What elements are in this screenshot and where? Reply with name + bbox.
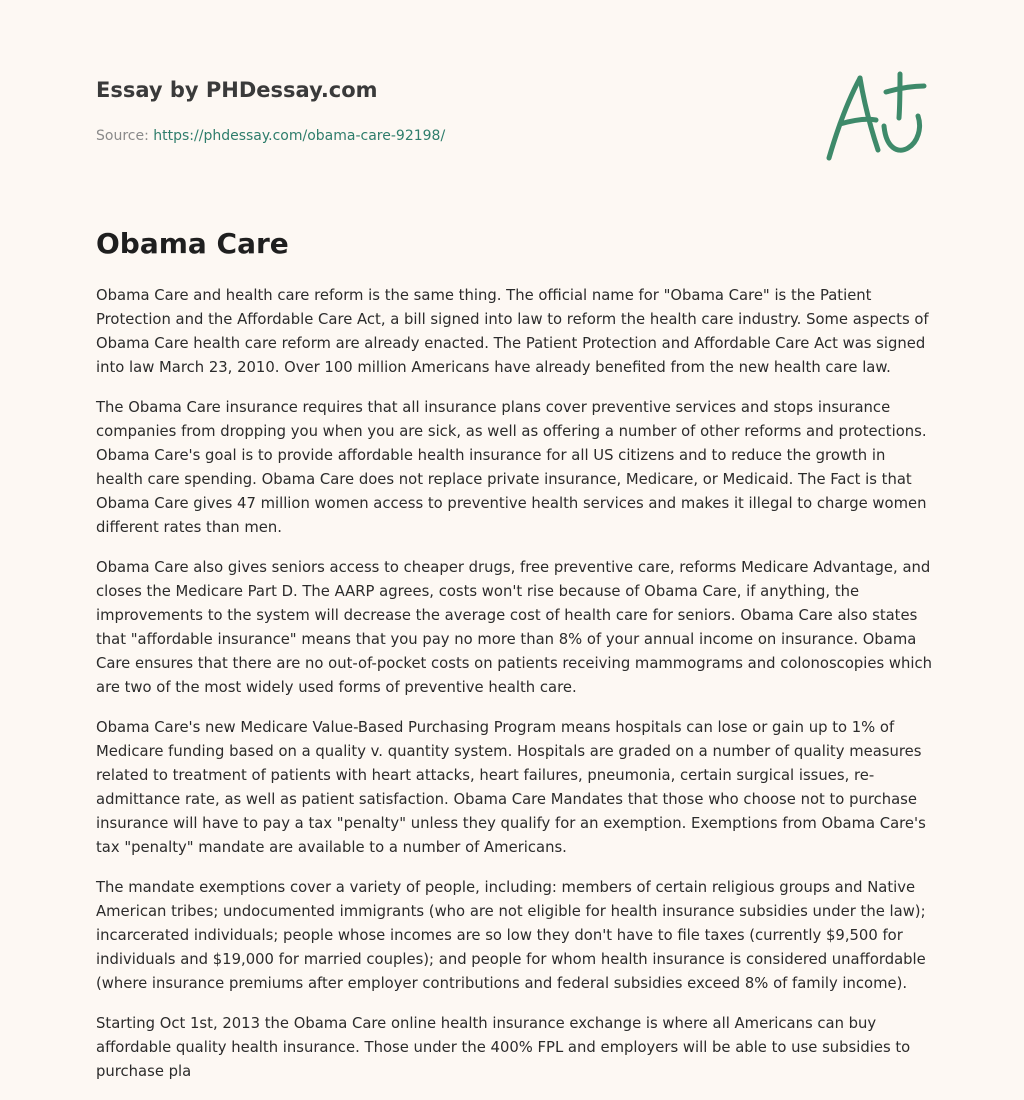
essay-paragraph: Obama Care and health care reform is the same thing. The official name for "Obama Care" is the Patient Protection and the Affordable Care Act, a bill signed into law to reform the health care industry. Some aspects of Obama Care health care reform are already enacted. The Patient Protection and Affordable Care Act was signed into law March 23, 2010. Over 100 million Americans have already benefited from the new health care law. — [96, 287, 929, 376]
source-label: Source: — [96, 128, 154, 144]
source-link[interactable]: https://phdessay.com/obama-care-92198/ — [153, 128, 446, 144]
essay-paragraph: Obama Care's new Medicare Value-Based Purchasing Program means hospitals can lose or gain up to 1% of Medicare funding based on a quality v. quantity system. Hospitals are graded on a number of quality measures related to treatment of patients with heart attacks, heart failures, pneumonia, certain surgical issues, re-admittance rate, as well as patient satisfaction. Obama Care Mandates that those who choose not to purchase insurance will have to pay a tax "penalty" unless they qualify for an exemption. Exemptions from Obama Care's tax "penalty" mandate are available to a number of Americans. — [96, 719, 926, 856]
essay-header — [96, 76, 796, 146]
a-plus-grade-icon — [820, 64, 930, 168]
essay-paragraph: Obama Care also gives seniors access to cheaper drugs, free preventive care, reforms Medicare Advantage, and closes the Medicare Part D. The AARP agrees, costs won't rise because of Obama Care, if anything, the improvements to the system will decrease the average cost of health care for seniors. Obama Care also states that "affordable insurance" means that you pay no more than 8% of your annual income on insurance. Obama Care ensures that there are no out-of-pocket costs on patients receiving mammograms and colonoscopies which are two of the most widely used forms of preventive health care. — [96, 559, 932, 696]
brand-title: Essay by PHDessay.com — [96, 78, 378, 102]
essay-title: Obama Care — [96, 227, 289, 260]
essay-paragraph: Starting Oct 1st, 2013 the Obama Care online health insurance exchange is where all Americans can buy affordable quality health insurance. Those under the 400% FPL and employers will be able to use subsidies to purchase pla — [96, 1015, 911, 1080]
essay-paragraph: The mandate exemptions cover a variety of people, including: members of certain religious groups and Native American tribes; undocumented immigrants (who are not eligible for health insurance subsidies under the law); incarcerated individuals; people whose incomes are so low they don't have to file taxes (currently $9,500 for individuals and $19,000 for married couples); and people for whom health insurance is considered unaffordable (where insurance premiums after employer contributions and federal subsidies exceed 8% of family income). — [96, 879, 926, 992]
essay-paragraph: The Obama Care insurance requires that all insurance plans cover preventive services and stops insurance companies from dropping you when you are sick, as well as offering a number of other reforms and protections. Obama Care's goal is to provide affordable health insurance for all US citizens and to reduce the growth in health care spending. Obama Care does not replace private insurance, Medicare, or Medicaid. The Fact is that Obama Care gives 47 million women access to preventive health services and makes it illegal to charge women different rates than men. — [96, 399, 927, 536]
essay-body — [96, 284, 932, 1100]
source-line — [96, 126, 796, 146]
